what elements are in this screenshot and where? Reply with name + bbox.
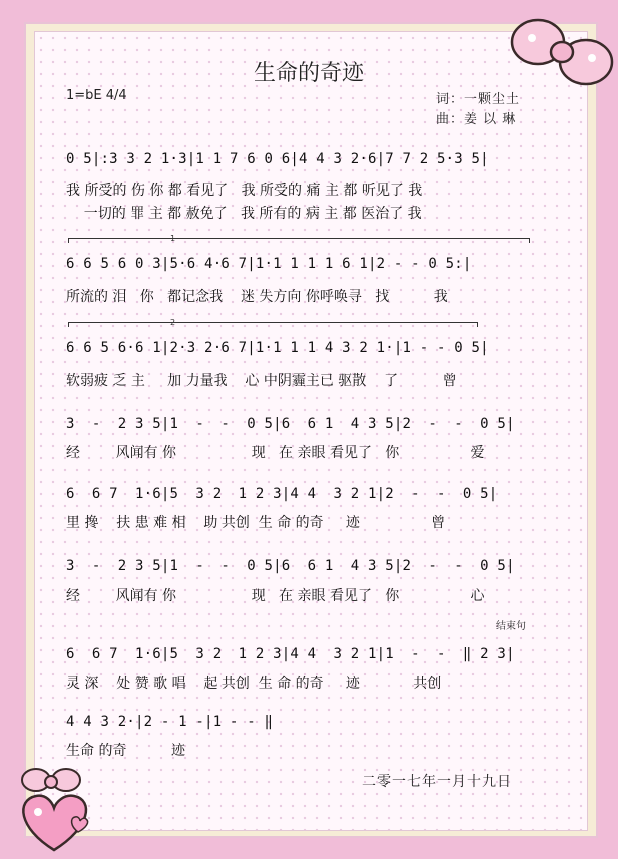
bow-icon xyxy=(508,2,616,102)
notation-line: 6 6 5 6 0 3|5·6 4·6 7|1·1 1 1 1 6 1|2 - - 0 5:| xyxy=(66,256,472,272)
lyric-line: 所流的 泪 你 都记念我 迷 失方向 你呼唤寻 找 我 xyxy=(66,289,448,305)
notation-line: 3 - 2 3 5|1 - - 0 5|6 6 1 4 3 5|2 - - 0 5| xyxy=(66,558,515,574)
lyric-line: 经 风闻有 你 现 在 亲眼 看见了 你 心 xyxy=(66,588,485,604)
lyricist-credit: 词：一颗尘土 xyxy=(436,92,521,107)
ending-annotation: 结束句 xyxy=(496,621,526,632)
volta-bracket xyxy=(68,238,530,243)
notation-line: 6 6 7 1·6|5 3 2 1 2 3|4 4 3 2 1|2 - - 0 5| xyxy=(66,486,498,502)
volta-number: 1 xyxy=(170,234,176,243)
heart-bow-icon xyxy=(8,762,100,857)
song-title: 生命的奇迹 xyxy=(253,61,364,86)
lyric-line: 灵 深 处 赞 歌 唱 起 共创 生 命 的奇 迹 共创 xyxy=(66,676,442,692)
notation-line: 4 4 3 2·|2 - 1 -|1 - - ‖ xyxy=(66,714,274,730)
date-stamp: 二零一七年一月十九日 xyxy=(362,774,512,790)
key-signature: 1=bE 4/4 xyxy=(66,88,127,103)
lyric-line: 软弱疲 乏 主 加 力量我 心 中阴霾主已 驱散 了 曾 xyxy=(66,373,457,389)
volta-bracket xyxy=(68,322,478,327)
notation-line: 0 5|:3 3 2 1·3|1 1 7 6 0 6|4 4 3 2·6|7 7 2 5·3 5| xyxy=(66,151,489,167)
composer-credit: 曲：姜 以 琳 xyxy=(436,112,517,127)
lyric-line: 我 所受的 伤 你 都 看见了 我 所受的 痛 主 都 听见了 我 xyxy=(66,183,423,199)
lyric-line: 经 风闻有 你 现 在 亲眼 看见了 你 爱 xyxy=(66,445,485,461)
lyric-line: 一切的 罪 主 都 赦免了 我 所有的 病 主 都 医治了 我 xyxy=(66,206,422,222)
notation-line: 6 6 7 1·6|5 3 2 1 2 3|4 4 3 2 1|1 - - ‖ 2 3| xyxy=(66,646,515,662)
lyric-line: 里 搀 扶 患 难 相 助 共创 生 命 的奇 迹 曾 xyxy=(66,515,446,531)
lyric-line: 生命 的奇 迹 xyxy=(66,743,185,759)
notation-line: 6 6 5 6·6 1|2·3 2·6 7|1·1 1 1 4 3 2 1·|1 - - 0 5| xyxy=(66,340,489,356)
notation-line: 3 - 2 3 5|1 - - 0 5|6 6 1 4 3 5|2 - - 0 5| xyxy=(66,416,515,432)
volta-number: 2 xyxy=(170,318,176,327)
